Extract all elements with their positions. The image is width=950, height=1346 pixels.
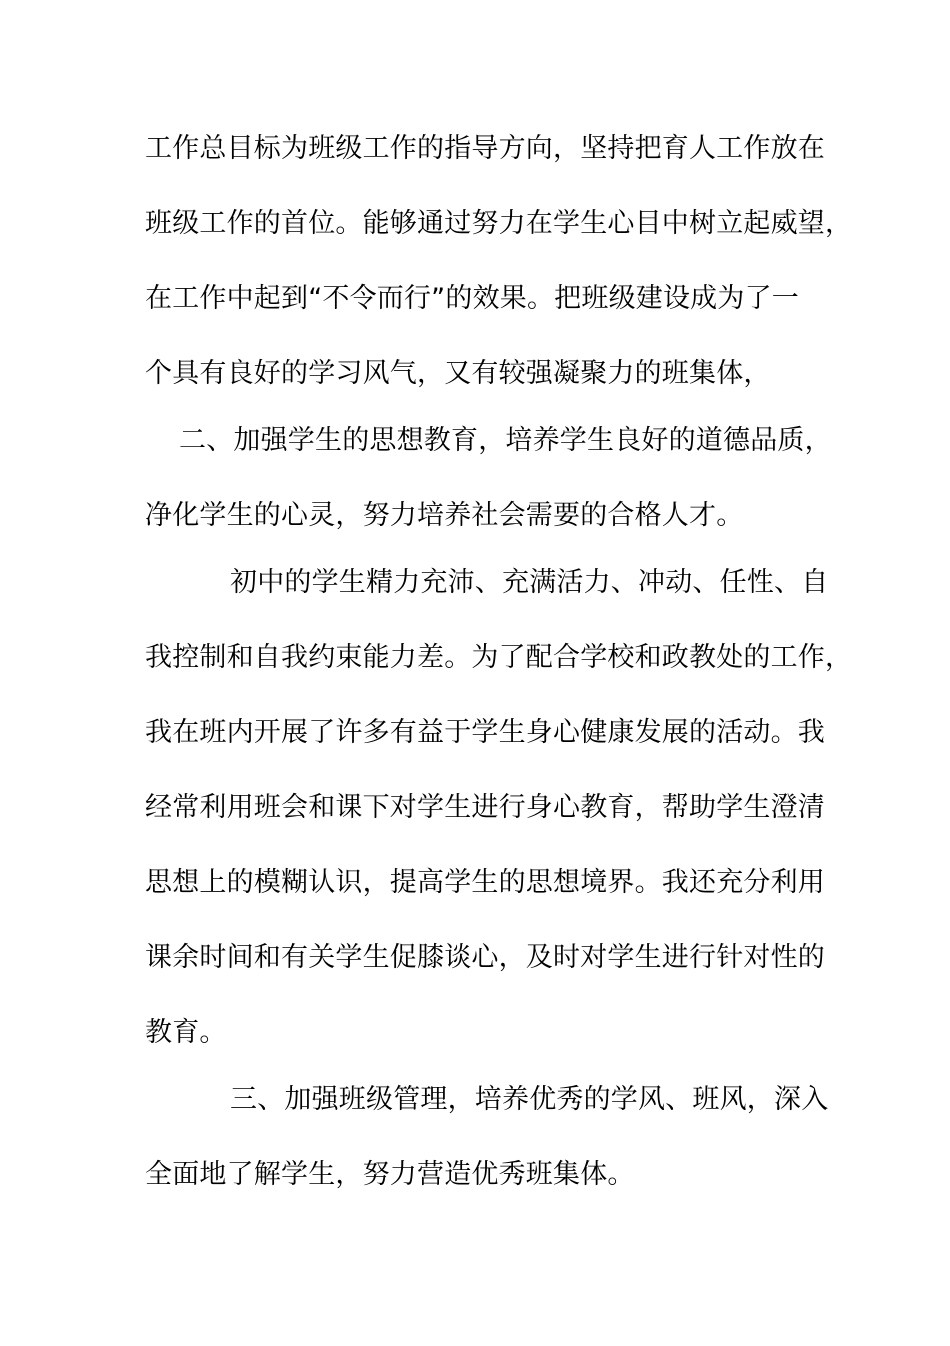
paragraph-line: 个具有良好的学习风气，又有较强凝聚力的班集体，: [145, 358, 771, 389]
section-heading-line: 三、加强班级管理，培养优秀的学风、班风，深入: [230, 1084, 829, 1115]
paragraph-line: 教育。: [145, 1017, 227, 1048]
paragraph-line: 我控制和自我约束能力差。为了配合学校和政教处的工作，: [145, 642, 853, 673]
paragraph-line: 在工作中起到“不令而行”的效果。把班级建设成为了一: [145, 283, 799, 314]
paragraph-line: 我在班内开展了许多有益于学生身心健康发展的活动。我: [145, 717, 825, 748]
paragraph-line: 初中的学生精力充沛、充满活力、冲动、任性、自: [230, 567, 829, 598]
section-heading-line: 二、加强学生的思想教育，培养学生良好的道德品质，: [179, 425, 832, 456]
paragraph-line: 思想上的模糊认识，提高学生的思想境界。我还充分利用: [145, 867, 825, 898]
paragraph-line: 课余时间和有关学生促膝谈心，及时对学生进行针对性的: [145, 942, 825, 973]
section-heading-line: 净化学生的心灵，努力培养社会需要的合格人才。: [145, 500, 744, 531]
section-heading-line: 全面地了解学生，努力营造优秀班集体。: [145, 1159, 635, 1190]
paragraph-line: 班级工作的首位。能够通过努力在学生心目中树立起威望，: [145, 208, 853, 239]
paragraph-line: 经常利用班会和课下对学生进行身心教育，帮助学生澄清: [145, 792, 825, 823]
paragraph-line: 工作总目标为班级工作的指导方向，坚持把育人工作放在: [145, 133, 825, 164]
